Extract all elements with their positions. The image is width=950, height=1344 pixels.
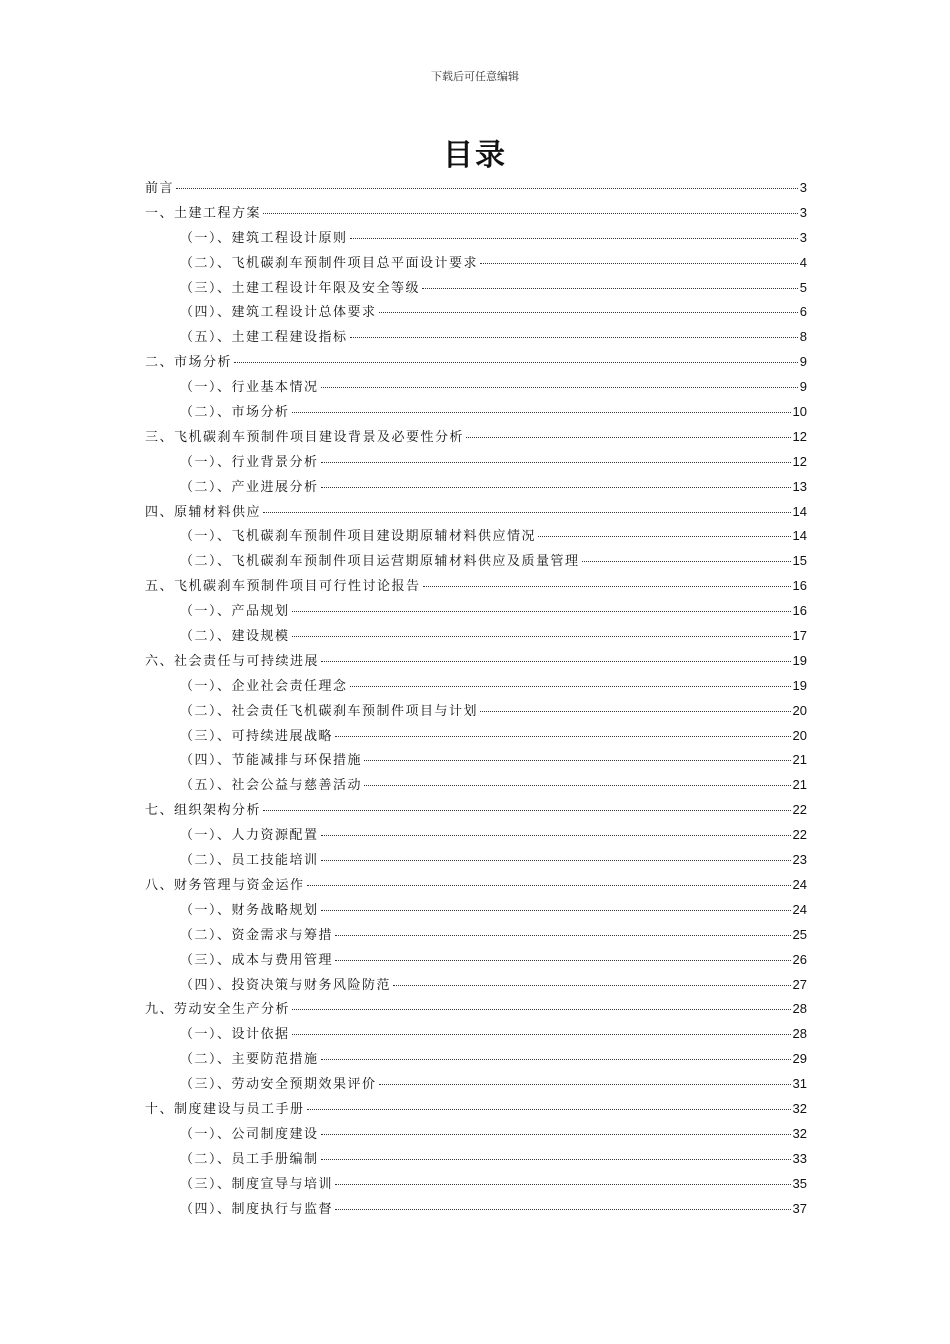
toc-entry-page: 28	[792, 1026, 807, 1042]
toc-entry-label: （一）、设计依据	[180, 1027, 290, 1043]
toc-entry-page: 35	[792, 1175, 807, 1191]
toc-entry[interactable]	[145, 176, 807, 201]
dot-leader	[379, 312, 798, 313]
toc-entry-page: 26	[792, 951, 807, 967]
toc-entry-label: 十、制度建设与员工手册	[145, 1101, 305, 1117]
dot-leader	[307, 1109, 791, 1110]
toc-entry[interactable]	[145, 475, 807, 500]
toc-entry-label: （二）、建设规模	[180, 629, 290, 645]
dot-leader	[321, 462, 791, 463]
dot-leader	[582, 561, 791, 562]
dot-leader	[379, 1084, 791, 1085]
header-note: 下载后可任意编辑	[431, 70, 519, 83]
toc-entry-label: 七、组织架构分析	[145, 803, 262, 819]
toc-entry-label: （三）、可持续进展战略	[180, 728, 334, 744]
toc-entry-label: （二）、员工手册编制	[180, 1151, 319, 1167]
toc-entry[interactable]	[145, 1197, 807, 1222]
toc-entry-page: 24	[792, 876, 807, 892]
toc-entry[interactable]	[145, 1122, 807, 1147]
toc-entry-page: 32	[792, 1125, 807, 1141]
toc-entry-label: 五、飞机碳刹车预制件项目可行性讨论报告	[145, 579, 421, 595]
dot-leader	[350, 686, 791, 687]
dot-leader	[292, 636, 791, 637]
dot-leader	[321, 835, 791, 836]
toc-title: 目录	[443, 138, 507, 173]
toc-entry-label: （二）、主要防范措施	[180, 1052, 319, 1068]
toc-entry-label: （一）、财务战略规划	[180, 902, 319, 918]
toc-entry-label: 三、飞机碳刹车预制件项目建设背景及必要性分析	[145, 429, 465, 445]
dot-leader	[393, 985, 791, 986]
toc-entry[interactable]	[145, 1047, 807, 1072]
toc-entry-label: 二、市场分析	[145, 355, 233, 371]
dot-leader	[292, 1009, 791, 1010]
dot-leader	[234, 362, 798, 363]
toc-entry-label: （二）、资金需求与筹措	[180, 927, 334, 943]
toc-entry-label: （五）、社会公益与慈善活动	[180, 778, 363, 794]
toc-entry[interactable]	[145, 724, 807, 749]
dot-leader	[176, 188, 798, 189]
toc-entry-page: 21	[792, 752, 807, 768]
toc-entry[interactable]	[145, 599, 807, 624]
toc-entry[interactable]	[145, 450, 807, 475]
toc-entry-page: 19	[792, 652, 807, 668]
toc-entry-label: 六、社会责任与可持续进展	[145, 653, 320, 669]
toc-entry-page: 31	[792, 1076, 807, 1092]
toc-entry[interactable]	[145, 549, 807, 574]
toc-entry-page: 10	[792, 404, 807, 420]
toc-entry-page: 9	[799, 354, 807, 370]
dot-leader	[263, 213, 798, 214]
toc-entry-page: 20	[792, 702, 807, 718]
toc-entry[interactable]	[145, 773, 807, 798]
toc-entry-label: （二）、市场分析	[180, 405, 290, 421]
toc-entry-label: （二）、员工技能培训	[180, 853, 319, 869]
toc-entry-page: 32	[792, 1100, 807, 1116]
toc-entry[interactable]	[145, 848, 807, 873]
toc-entry[interactable]	[145, 400, 807, 425]
toc-entry-label: （二）、社会责任飞机碳刹车预制件项目与计划	[180, 703, 479, 719]
toc-entry-page: 29	[792, 1051, 807, 1067]
dot-leader	[307, 885, 791, 886]
toc-entry-label: （四）、节能减排与环保措施	[180, 753, 363, 769]
toc-entry[interactable]	[145, 748, 807, 773]
dot-leader	[292, 611, 791, 612]
toc-entry-page: 5	[799, 279, 807, 295]
toc-entry[interactable]	[145, 948, 807, 973]
toc-entry[interactable]	[145, 1172, 807, 1197]
toc-entry-label: （三）、劳动安全预期效果评价	[180, 1077, 377, 1093]
dot-leader	[538, 536, 791, 537]
dot-leader	[335, 960, 791, 961]
dot-leader	[480, 263, 798, 264]
dot-leader	[350, 337, 798, 338]
dot-leader	[321, 1159, 791, 1160]
toc-entry[interactable]	[145, 624, 807, 649]
toc-entry-page: 22	[792, 802, 807, 818]
toc-entry-page: 27	[792, 976, 807, 992]
toc-entry-label: （一）、飞机碳刹车预制件项目建设期原辅材料供应情况	[180, 529, 537, 545]
dot-leader	[335, 1184, 791, 1185]
toc-entry-label: （四）、建筑工程设计总体要求	[180, 305, 377, 321]
toc-entry[interactable]	[145, 1022, 807, 1047]
toc-entry-page: 19	[792, 677, 807, 693]
toc-entry-label: （一）、企业社会责任理念	[180, 678, 348, 694]
toc-entry[interactable]	[145, 276, 807, 301]
toc-entry-page: 21	[792, 777, 807, 793]
toc-entry-page: 22	[792, 827, 807, 843]
dot-leader	[466, 437, 791, 438]
toc-entry-page: 16	[792, 603, 807, 619]
toc-entry-label: （一）、建筑工程设计原则	[180, 230, 348, 246]
toc-entry-label: （一）、公司制度建设	[180, 1126, 319, 1142]
toc-entry-page: 12	[792, 428, 807, 444]
toc-entry[interactable]	[145, 923, 807, 948]
toc-entry[interactable]	[145, 375, 807, 400]
toc-entry-label: 八、财务管理与资金运作	[145, 877, 305, 893]
dot-leader	[321, 661, 791, 662]
toc-entry-page: 14	[792, 503, 807, 519]
toc-entry[interactable]	[145, 201, 807, 226]
toc-entry-label: （一）、行业基本情况	[180, 380, 319, 396]
dot-leader	[422, 288, 798, 289]
toc-entry-page: 23	[792, 852, 807, 868]
toc-entry[interactable]	[145, 226, 807, 251]
dot-leader	[335, 935, 791, 936]
table-of-contents	[145, 176, 807, 1221]
dot-leader	[350, 238, 798, 239]
toc-entry-page: 3	[799, 204, 807, 220]
dot-leader	[321, 860, 791, 861]
toc-entry-label: 四、原辅材料供应	[145, 504, 262, 520]
toc-entry-page: 15	[792, 553, 807, 569]
toc-entry-page: 3	[799, 229, 807, 245]
toc-entry[interactable]	[145, 1147, 807, 1172]
toc-entry[interactable]	[145, 898, 807, 923]
toc-entry[interactable]	[145, 1097, 807, 1122]
toc-entry-page: 12	[792, 453, 807, 469]
toc-entry-label: （二）、飞机碳刹车预制件项目运营期原辅材料供应及质量管理	[180, 554, 580, 570]
dot-leader	[263, 810, 791, 811]
toc-entry-page: 14	[792, 528, 807, 544]
toc-entry-label: （二）、飞机碳刹车预制件项目总平面设计要求	[180, 255, 479, 271]
toc-entry[interactable]	[145, 574, 807, 599]
toc-entry[interactable]	[145, 251, 807, 276]
toc-entry-page: 9	[799, 379, 807, 395]
toc-entry-page: 25	[792, 926, 807, 942]
toc-entry[interactable]	[145, 798, 807, 823]
toc-entry-label: （四）、制度执行与监督	[180, 1201, 334, 1217]
toc-entry[interactable]	[145, 674, 807, 699]
toc-entry-label: 九、劳动安全生产分析	[145, 1002, 291, 1018]
dot-leader	[321, 910, 791, 911]
toc-entry-label: （一）、产品规划	[180, 604, 290, 620]
dot-leader	[292, 1034, 791, 1035]
dot-leader	[292, 412, 791, 413]
toc-entry-page: 13	[792, 478, 807, 494]
toc-entry-label: （一）、人力资源配置	[180, 828, 319, 844]
dot-leader	[480, 711, 791, 712]
toc-entry-page: 17	[792, 628, 807, 644]
dot-leader	[321, 1134, 791, 1135]
toc-entry[interactable]	[145, 649, 807, 674]
toc-entry[interactable]	[145, 1072, 807, 1097]
toc-entry-label: （四）、投资决策与财务风险防范	[180, 977, 392, 993]
dot-leader	[321, 1059, 791, 1060]
dot-leader	[364, 785, 791, 786]
dot-leader	[364, 760, 791, 761]
toc-entry[interactable]	[145, 300, 807, 325]
toc-entry[interactable]	[145, 823, 807, 848]
dot-leader	[321, 487, 791, 488]
toc-entry-page: 3	[799, 180, 807, 195]
toc-entry-page: 16	[792, 578, 807, 594]
toc-entry-page: 20	[792, 727, 807, 743]
toc-entry-page: 33	[792, 1150, 807, 1166]
toc-entry-label: 前言	[145, 181, 175, 196]
toc-entry-page: 37	[792, 1200, 807, 1216]
toc-entry-label: 一、土建工程方案	[145, 205, 262, 221]
dot-leader	[335, 736, 791, 737]
toc-entry[interactable]	[145, 973, 807, 998]
toc-entry-page: 28	[792, 1001, 807, 1017]
toc-entry[interactable]	[145, 524, 807, 549]
dot-leader	[321, 387, 798, 388]
toc-entry-page: 8	[799, 329, 807, 345]
toc-entry-page: 6	[799, 304, 807, 320]
toc-entry-label: （一）、行业背景分析	[180, 454, 319, 470]
toc-entry-label: （五）、土建工程建设指标	[180, 330, 348, 346]
toc-entry-page: 4	[799, 254, 807, 270]
dot-leader	[335, 1209, 791, 1210]
toc-entry[interactable]	[145, 500, 807, 525]
dot-leader	[263, 512, 791, 513]
toc-entry-page: 24	[792, 901, 807, 917]
toc-entry-label: （三）、成本与费用管理	[180, 952, 334, 968]
toc-entry-label: （三）、制度宣导与培训	[180, 1176, 334, 1192]
toc-entry[interactable]	[145, 873, 807, 898]
toc-entry[interactable]	[145, 997, 807, 1022]
toc-entry-label: （二）、产业进展分析	[180, 479, 319, 495]
toc-entry-label: （三）、土建工程设计年限及安全等级	[180, 280, 421, 296]
toc-entry[interactable]	[145, 699, 807, 724]
toc-entry[interactable]	[145, 325, 807, 350]
dot-leader	[423, 586, 791, 587]
toc-entry[interactable]	[145, 425, 807, 450]
toc-entry[interactable]	[145, 350, 807, 375]
